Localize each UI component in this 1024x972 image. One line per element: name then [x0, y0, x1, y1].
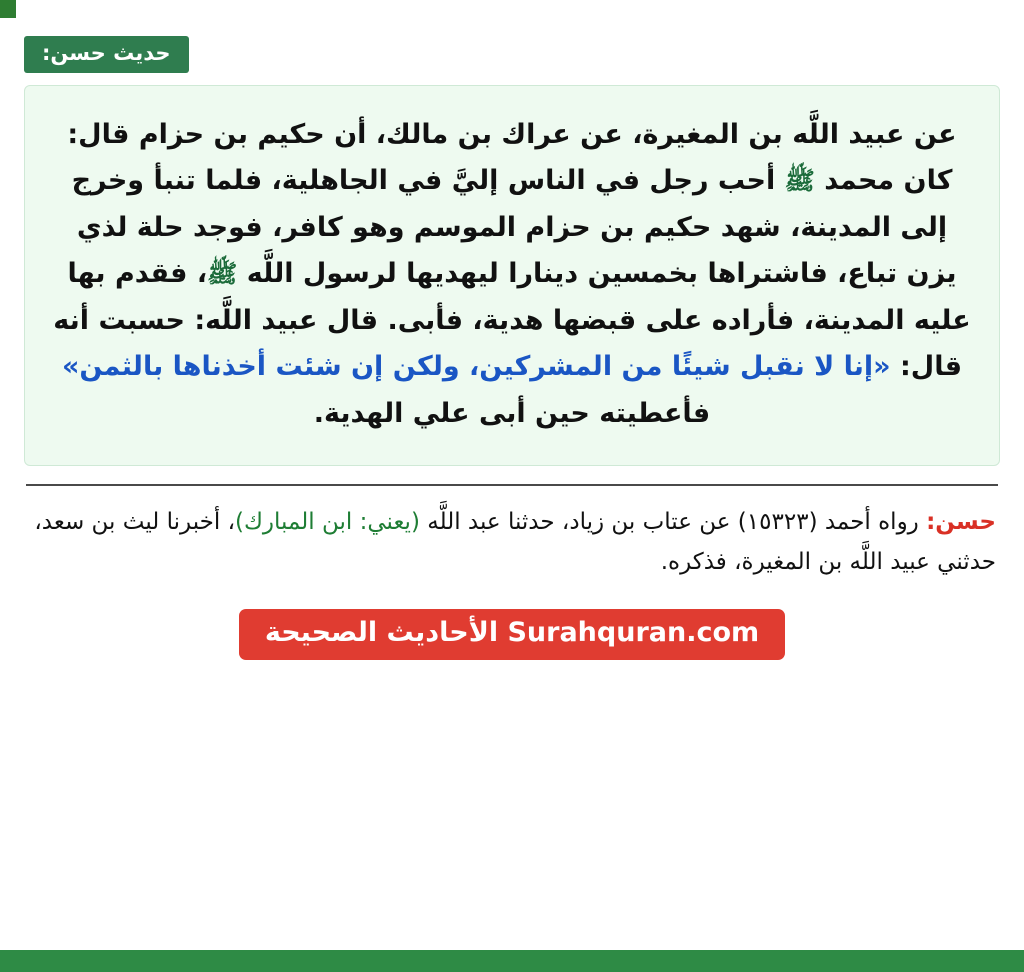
hadith-part-3: ، فقدم بها عليه المدينة، فأراده على قبضها هدية، فأبى. قال عبيد اللَّه: حسبت أنه قال:: [53, 258, 971, 383]
section-divider: [26, 484, 998, 486]
bottom-green-bar: [0, 950, 1024, 972]
grade-badge-row: [24, 0, 1000, 73]
footer-badge-row: [24, 609, 1000, 660]
collection-title: الأحاديث الصحيحة: [264, 616, 499, 648]
hadith-quoted-speech: «إنا لا نقبل شيئًا من المشركين، ولكن إن شئت أخذناها بالثمن»: [61, 351, 891, 383]
takhrij-paragraph: [24, 502, 1000, 583]
salawat-symbol-icon-2: ﷺ: [207, 259, 238, 289]
hadith-grade-badge: حديث حسن:: [24, 36, 189, 73]
salawat-symbol-icon-1: ﷺ: [784, 166, 815, 196]
hadith-body: [51, 112, 973, 437]
site-name: Surahquran.com: [507, 616, 760, 648]
hadith-part-1: عن عبيد اللَّه بن المغيرة، عن عراك بن مالك، أن حكيم بن حزام قال: كان محمد: [67, 119, 957, 197]
hadith-part-2: أحب رجل في الناس إليَّ في الجاهلية، فلما تنبأ وخرج إلى المدينة، شهد حكيم بن حزام الموسم وهو كافر، فوجد حلة لذي يزن تباع، فاشتراها بخمسين دينارا ليهديها لرسول اللَّه: [71, 165, 957, 290]
source-footer-badge[interactable]: [239, 609, 785, 660]
hadith-part-4: فأعطيته حين أبى علي الهدية.: [313, 397, 711, 429]
takhrij-text-before: رواه أحمد (١٥٣٢٣) عن عتاب بن زياد، حدثنا عبد اللَّه: [419, 509, 927, 536]
takhrij-narrator-note: (يعني: ابن المبارك): [235, 509, 420, 536]
hadith-text-box: [24, 85, 1000, 466]
takhrij-grade-label: حسن:: [926, 509, 996, 536]
takhrij-text-after: ، أخبرنا ليث بن سعد، حدثني عبيد اللَّه بن المغيرة، فذكره.: [34, 509, 996, 576]
